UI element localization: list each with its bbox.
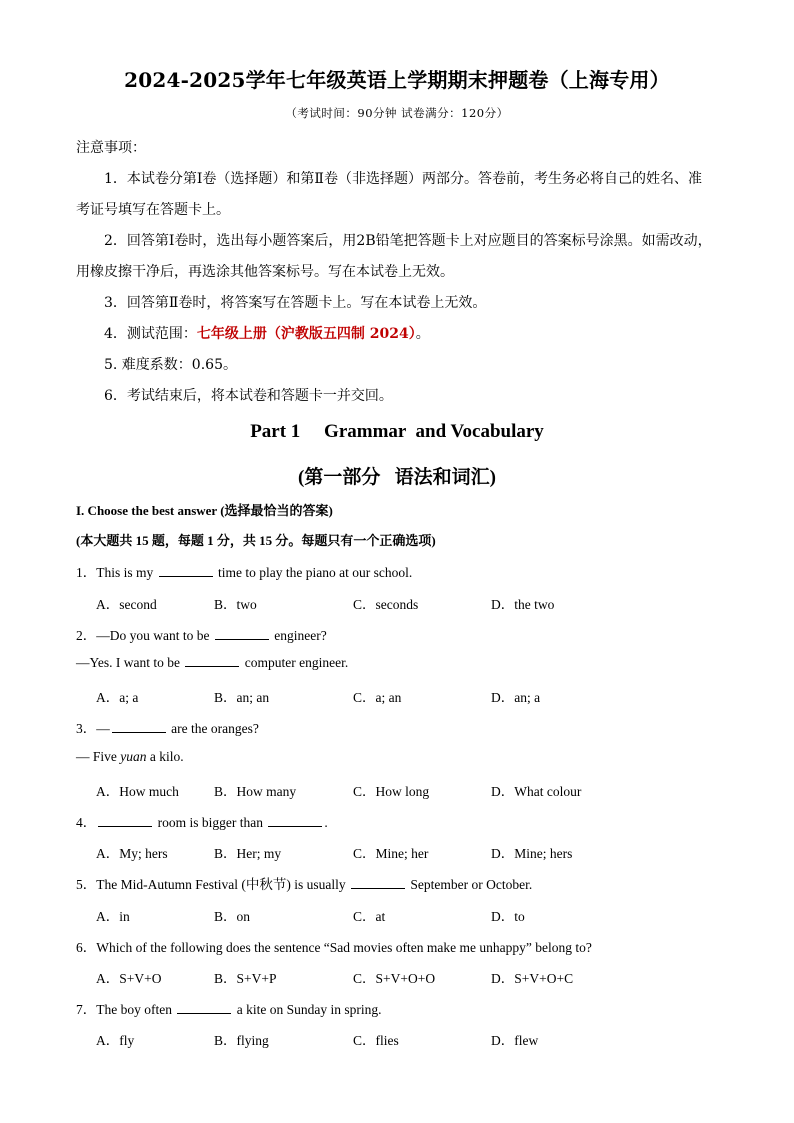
question-2 <box>76 624 327 644</box>
question-3-option-c: C．How long <box>353 784 430 799</box>
answer-blank <box>268 825 322 827</box>
question-2-option-b: B．an; an <box>214 690 270 705</box>
question-5-option-a: A．in <box>96 909 130 924</box>
question-4-stem-end: . <box>324 815 328 830</box>
question-5-stem-end: September or October. <box>410 877 533 892</box>
part-title-chinese: (第一部分 语法和词汇) <box>298 467 496 488</box>
question-3-reply-start: — Five <box>76 749 121 764</box>
question-6-option-d: D．S+V+O+C <box>491 971 574 986</box>
question-4-option-c: C．Mine; her <box>353 846 429 861</box>
note-item-4 <box>104 323 430 343</box>
question-2-reply-end: computer engineer. <box>244 655 349 670</box>
question-1-option-b: B．two <box>214 597 257 612</box>
question-6-option-c: C．S+V+O+O <box>353 971 436 986</box>
note-item-1-line-2: 考证号填写在答题卡上。 <box>76 202 230 218</box>
question-1-stem-start: 1．This is my <box>76 565 154 580</box>
question-1-option-c: C．seconds <box>353 597 419 612</box>
question-2-reply-start: —Yes. I want to be <box>76 655 180 670</box>
question-2-stem-start: 2．—Do you want to be <box>76 628 210 643</box>
question-7-option-c: C．flies <box>353 1033 399 1048</box>
note-item-4-suffix: 。 <box>415 326 430 342</box>
part-title-english: Part 1 Grammar and Vocabulary <box>250 421 544 442</box>
answer-blank <box>215 638 269 640</box>
answer-blank <box>351 887 405 889</box>
question-7-stem-end: a kite on Sunday in spring. <box>236 1002 382 1017</box>
question-4-stem-start: 4． <box>76 815 97 830</box>
question-7-option-b: B．flying <box>214 1033 269 1048</box>
question-1-option-d: D．the two <box>491 597 555 612</box>
question-3 <box>76 717 259 737</box>
section-instruction: (本大题共 15 题，每题 1 分，共 15 分。每题只有一个正确选项) <box>76 533 436 548</box>
question-3-stem-end: are the oranges? <box>171 721 259 736</box>
question-7-stem-start: 7．The boy often <box>76 1002 172 1017</box>
question-3-option-a: A．How much <box>96 784 179 799</box>
section-heading: I. Choose the best answer (选择最恰当的答案) <box>76 503 333 518</box>
question-6-option-b: B．S+V+P <box>214 971 277 986</box>
note-item-3: 3．回答第Ⅱ卷时，将答案写在答题卡上。写在本试卷上无效。 <box>104 295 487 311</box>
answer-blank <box>98 825 152 827</box>
question-3-stem-start: 3．— <box>76 721 110 736</box>
note-item-5: 5. 难度系数：0.65。 <box>104 357 237 373</box>
question-2-option-d: D．an; a <box>491 690 541 705</box>
question-2-reply <box>76 655 348 671</box>
question-1 <box>76 561 412 581</box>
question-7-option-d: D．flew <box>491 1033 539 1048</box>
answer-blank <box>185 665 239 667</box>
answer-blank <box>112 731 166 733</box>
question-3-reply-end: a kilo. <box>146 749 184 764</box>
question-6: 6．Which of the following does the sentence “Sad movies often make me unhappy” belong to? <box>76 940 592 955</box>
question-4-stem-middle: room is bigger than <box>157 815 263 830</box>
answer-blank <box>177 1012 231 1014</box>
question-4-option-b: B．Her; my <box>214 846 282 861</box>
question-2-stem-end: engineer? <box>274 628 327 643</box>
exam-subtitle: （考试时间：90分钟 试卷满分：120分） <box>285 106 509 120</box>
question-5-option-c: C．at <box>353 909 386 924</box>
question-4 <box>76 811 328 831</box>
question-5-stem-start: 5．The Mid-Autumn Festival (中秋节) is usually <box>76 877 346 892</box>
question-5 <box>76 873 532 893</box>
question-7-option-a: A．fly <box>96 1033 135 1048</box>
question-7 <box>76 998 381 1018</box>
question-6-option-a: A．S+V+O <box>96 971 162 986</box>
question-4-option-d: D．Mine; hers <box>491 846 573 861</box>
question-5-option-d: D．to <box>491 909 525 924</box>
question-3-option-d: D．What colour <box>491 784 582 799</box>
note-item-4-prefix: 4．测试范围： <box>104 326 197 342</box>
question-5-option-b: B．on <box>214 909 251 924</box>
note-item-6: 6．考试结束后，将本试卷和答题卡一并交回。 <box>104 388 393 404</box>
question-3-reply-italic: yuan <box>120 749 147 764</box>
question-2-option-a: A．a; a <box>96 690 139 705</box>
question-1-stem-end: time to play the piano at our school. <box>218 565 413 580</box>
notes-heading: 注意事项： <box>76 140 146 156</box>
note-item-1-line-1: 1．本试卷分第Ⅰ卷（选择题）和第Ⅱ卷（非选择题）两部分。答卷前，考生务必将自己的姓名、准 <box>104 171 702 187</box>
note-item-2-line-2: 用橡皮擦干净后，再选涂其他答案标号。写在本试卷上无效。 <box>76 264 454 280</box>
note-item-2-line-1: 2．回答第Ⅰ卷时，选出每小题答案后，用2B铅笔把答题卡上对应题目的答案标号涂黑。如需改动， <box>104 233 712 249</box>
exam-title: 2024-2025学年七年级英语上学期期末押题卷（上海专用） <box>124 68 670 92</box>
question-1-option-a: A．second <box>96 597 157 612</box>
test-scope-highlight: 七年级上册（沪教版五四制 2024） <box>196 326 416 342</box>
question-3-reply <box>76 749 184 765</box>
question-4-option-a: A．My; hers <box>96 846 168 861</box>
question-3-option-b: B．How many <box>214 784 297 799</box>
answer-blank <box>159 575 213 577</box>
question-2-option-c: C．a; an <box>353 690 402 705</box>
